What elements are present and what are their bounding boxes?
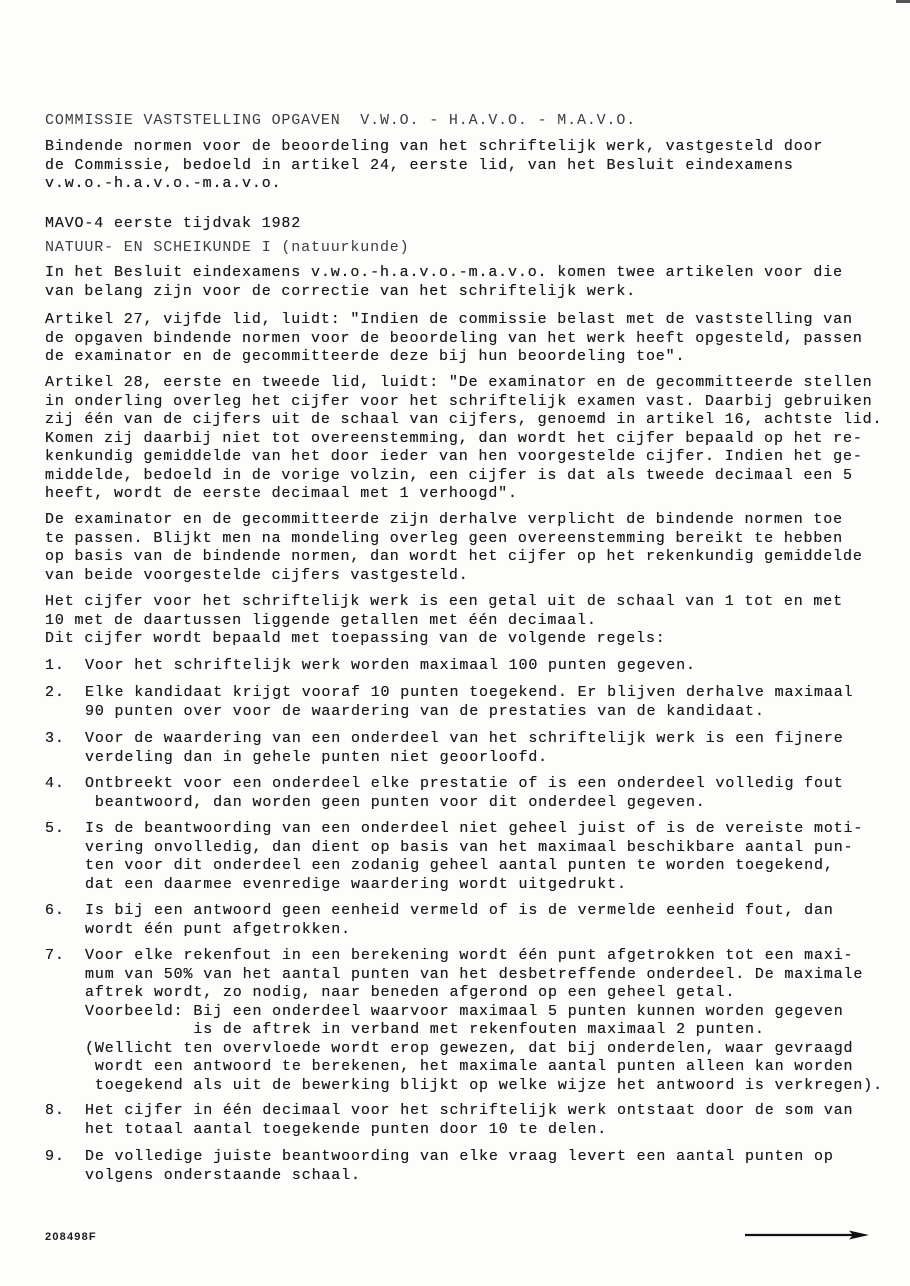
paragraph-besluit: In het Besluit eindexamens v.w.o.-h.a.v.o.-m.a.v.o. komen twee artikelen voor die van belang zijn voor de correctie van het schriftelijk werk. — [45, 264, 843, 300]
right-arrow-icon — [745, 1229, 871, 1241]
subject-title: NATUUR- EN SCHEIKUNDE I (natuurkunde) — [45, 239, 410, 256]
exam-title: MAVO-4 eerste tijdvak 1982 — [45, 215, 302, 232]
rule-item — [45, 730, 844, 767]
intro-paragraph: Bindende normen voor de beoordeling van het schriftelijk werk, vastgesteld door de Commissie, bedoeld in artikel 24, eerste lid, van het Besluit eindexamens v.w.o.-h.a.v.o.-m.a.v.o. — [45, 138, 824, 192]
rule-number: 4. — [45, 775, 65, 792]
scan-edge-mark — [896, 0, 910, 3]
commission-header: COMMISSIE VASTSTELLING OPGAVEN V.W.O. - H.A.V.O. - M.A.V.O. — [45, 112, 637, 129]
rule-text: Het cijfer in één decimaal voor het schriftelijk werk ontstaat door de som van het totaal aantal toegekende punten door 10 te delen. — [85, 1102, 854, 1138]
rule-item — [45, 1148, 834, 1185]
rule-text: Voor elke rekenfout in een berekening wordt één punt afgetrokken tot een maxi- mum van 50% van het aantal punten van het desbetreffende onderdeel. De maximale aftrek wordt, zo nodig, naar beneden afgerond op een geheel getal. Voorbeeld: Bij een onderdeel waarvoor maximaal 5 punten kunnen worden gegeven is de aftrek in verband met rekenfouten maximaal 2 punten. (Wellicht ten overvloede wordt erop gewezen, dat bij onderdelen, waar gevraagd wordt een antwoord te berekenen, het maximale aantal punten alleen kan worden toegekend als uit de bewerking blijkt op welke wijze het antwoord is verkregen). — [85, 947, 883, 1094]
rule-number: 5. — [45, 820, 65, 837]
document-code: 208498F — [45, 1231, 97, 1243]
paragraph-artikel-28: Artikel 28, eerste en tweede lid, luidt: "De examinator en de gecommitteerde stellen in onderling overleg het cijfer voor het schriftelijk examen vast. Daarbij gebruiken zij één van de cijfers uit de schaal van cijfers, genoemd in artikel 16, achtste lid. Komen zij daarbij niet tot overeenstemming, dan wordt het cijfer bepaald op het re- kenkundig gemiddelde van het door ieder van hen voorgestelde cijfer. Indien het ge- middelde, bedoeld in de vorige volzin, een cijfer is dat als tweede decimaal een 5 heeft, wordt de eerste decimaal met 1 verhoogd". — [45, 374, 883, 502]
rule-text: De volledige juiste beantwoording van elke vraag levert een aantal punten op volgens onderstaande schaal. — [85, 1148, 834, 1184]
rule-item — [45, 775, 844, 812]
rule-item — [45, 820, 863, 894]
rule-item — [45, 684, 853, 721]
rule-item — [45, 902, 834, 939]
paragraph-examinator: De examinator en de gecommitteerde zijn derhalve verplicht de bindende normen toe te passen. Blijkt men na mondeling overleg geen overeenstemming bereikt te hebben op basis van de bindende normen, dan wordt het cijfer op het rekenkundig gemiddelde van beide voorgestelde cijfers vastgesteld. — [45, 511, 863, 584]
paragraph-artikel-27: Artikel 27, vijfde lid, luidt: "Indien de commissie belast met de vaststelling van de opgaven bindende normen voor de beoordeling van het werk heeft opgesteld, passen de examinator en de gecommitteerde deze bij hun beoordeling toe". — [45, 311, 863, 365]
rule-number: 8. — [45, 1102, 65, 1119]
rule-number: 7. — [45, 947, 65, 964]
rule-item — [45, 947, 883, 1095]
rule-number: 6. — [45, 902, 65, 919]
rule-text: Is bij een antwoord geen eenheid vermeld of is de vermelde eenheid fout, dan wordt één punt afgetrokken. — [85, 902, 834, 938]
rule-text: Elke kandidaat krijgt vooraf 10 punten toegekend. Er blijven derhalve maximaal 90 punten over voor de waardering van de prestaties van de kandidaat. — [85, 684, 854, 720]
rule-number: 3. — [45, 730, 65, 747]
rule-item — [45, 657, 696, 676]
rule-number: 9. — [45, 1148, 65, 1165]
rule-text: Ontbreekt voor een onderdeel elke prestatie of is een onderdeel volledig fout beantwoord, dan worden geen punten voor dit onderdeel gegeven. — [85, 775, 844, 811]
rule-number: 1. — [45, 657, 65, 674]
rule-text: Is de beantwoording van een onderdeel niet geheel juist of is de vereiste moti- vering onvolledig, dan dient op basis van het maximaal beschikbare aantal pun- ten voor dit onderdeel een zodanig geheel aantal punten te worden toegekend, dat een daarmee evenredige waardering wordt uitgedrukt. — [85, 820, 864, 893]
rule-number: 2. — [45, 684, 65, 701]
rule-text: Voor het schriftelijk werk worden maximaal 100 punten gegeven. — [85, 657, 696, 674]
rule-text: Voor de waardering van een onderdeel van het schriftelijk werk is een fijnere verdeling dan in gehele punten niet geoorloofd. — [85, 730, 844, 766]
rule-item — [45, 1102, 853, 1139]
paragraph-cijfer: Het cijfer voor het schriftelijk werk is een getal uit de schaal van 1 tot en met 10 met de daartussen liggende getallen met één decimaal. Dit cijfer wordt bepaald met toepassing van de volgende regels: — [45, 593, 843, 647]
